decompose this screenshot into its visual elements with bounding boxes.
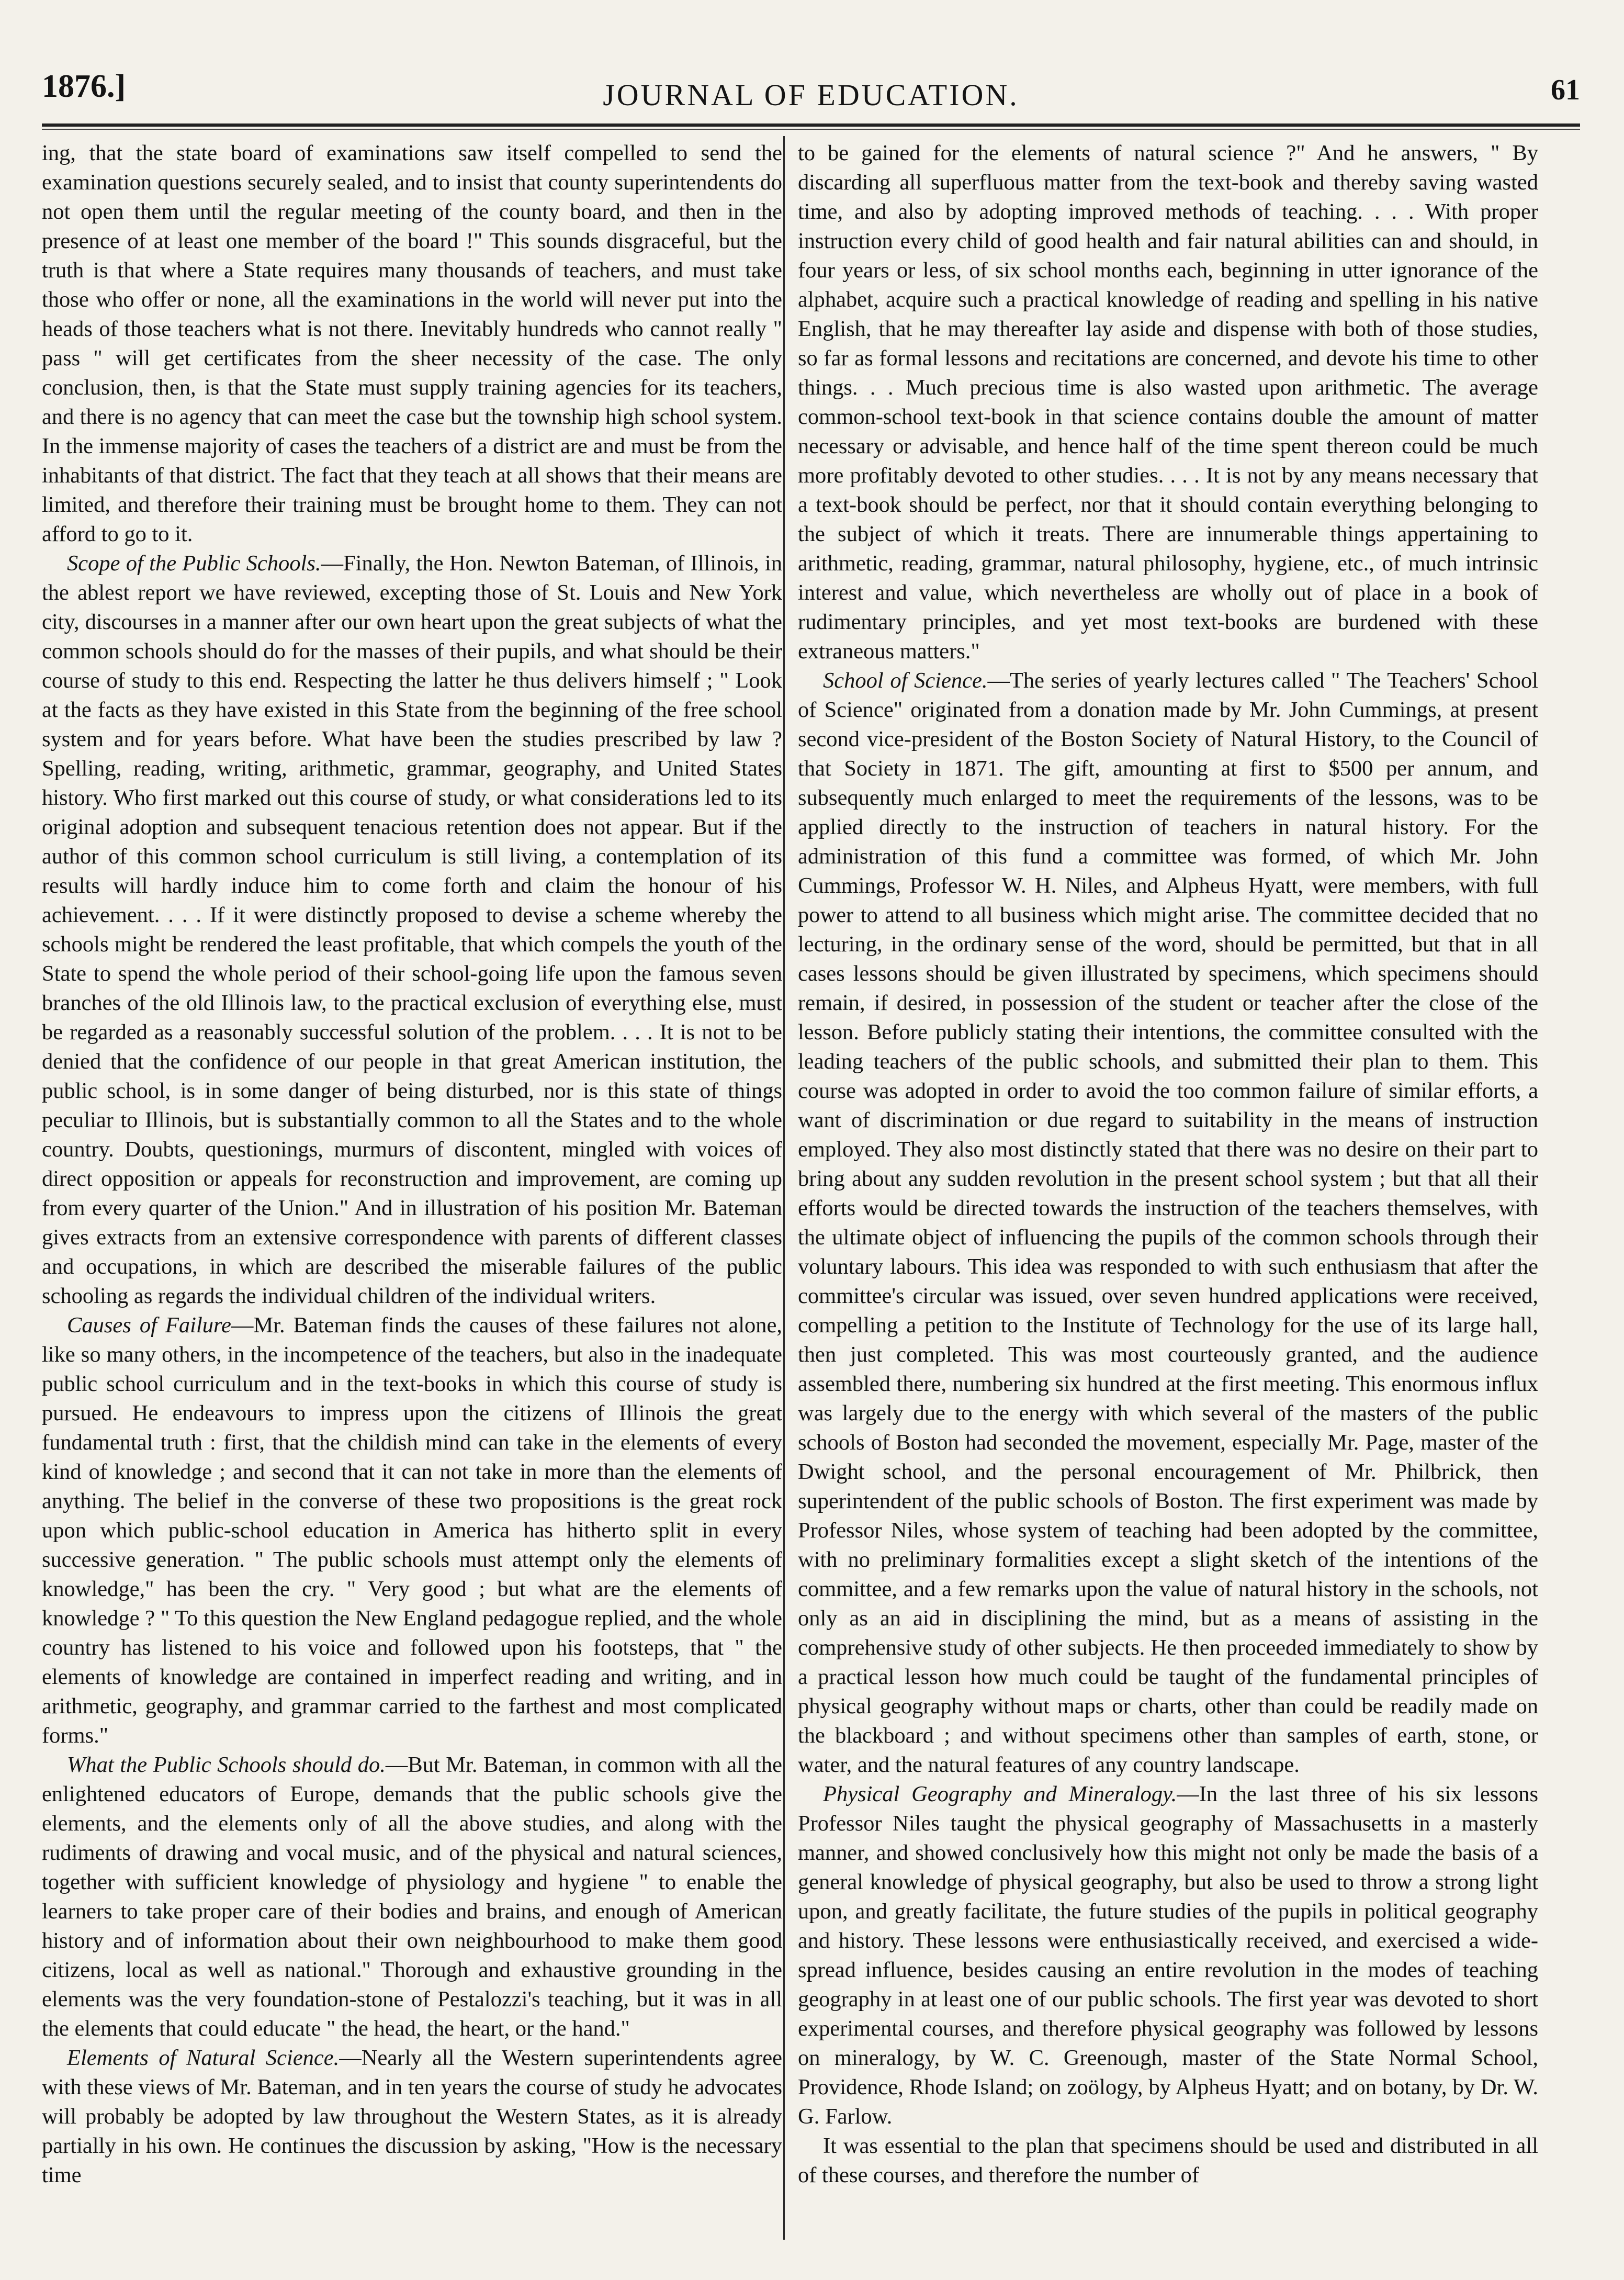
page-header [42,63,1580,120]
paragraph: School of Science.—The series of yearly lectures called " The Teachers' School of Science" originated from a donation made by Mr. John Cummings, at present second vice-president of the Boston Society of Natural History, to the Council of that Society in 1871. The gift, amounting at first to $500 per annum, and subsequently much enlarged to meet the requirements of the lessons, was to be applied directly to the instruction of teachers in natural history. For the administration of this fund a committee was formed, of which Mr. John Cummings, Professor W. H. Niles, and Alpheus Hyatt, were members, with full power to attend to all business which might arise. The committee decided that no lecturing, in the ordinary sense of the word, should be permitted, but that in all cases lessons should be given illustrated by specimens, which specimens should remain, if desired, in possession of the student or teacher after the close of the lesson. Before publicly stating their intentions, the committee consulted with the leading teachers of the public schools, and submitted their plan to them. This course was adopted in order to avoid the too common failure of similar efforts, a want of discrimination or due regard to suitability in the means of instruction employed. They also most distinctly stated that there was no desire on their part to bring about any sudden revolution in the present school system ; but that all their efforts would be directed towards the instruction of the teachers themselves, with the ultimate object of influencing the pupils of the common schools through their voluntary labours. This idea was responded to with such enthusiasm that after the committee's circular was issued, over seven hundred applications were received, compelling a petition to the Institute of Technology for the use of its large hall, then just completed. This was most courteously granted, and the audience assembled there, numbering six hundred at the first meeting. This enormous influx was largely due to the energy with which several of the masters of the public schools of Boston had seconded the movement, especially Mr. Page, master of the Dwight school, and the personal encouragement of Mr. Philbrick, then superintendent of the public schools of Boston. The first experiment was made by Professor Niles, whose system of teaching had been adopted by the committee, with no preliminary formalities except a slight sketch of the intentions of the committee, and a few remarks upon the value of natural history in the schools, not only as an aid in disciplining the mind, but as a means of assisting in the comprehensive study of other subjects. He then proceeded immediately to show by a practical lesson how much could be taught of the fundamental principles of physical geography without maps or charts, other than could be readily made on the blackboard ; and without specimens other than samples of earth, stone, or water, and the natural features of any country landscape. [798,668,1538,1777]
issue-date: 1876.] [42,69,126,104]
page-number: 61 [1551,74,1580,106]
section-heading: Physical Geography and Mineralogy. [823,1782,1177,1806]
section-heading: School of Science. [823,668,988,693]
paragraph: Elements of Natural Science.—Nearly all the Western superintendents agree with these views of Mr. Bateman, and in ten years the course of study he advocates will probably be adopted by law throughout the Western States, as it is already partially in his own. He continues the discussion by asking, "How is the necessary time [42,2046,782,2187]
header-rule [42,123,1580,127]
left-column [42,139,782,2232]
paragraph: to be gained for the elements of natural science ?" And he answers, " By discarding all superfluous matter from the text-book and thereby saving wasted time, and also by adopting improved methods of teaching. . . . With proper instruction every child of good health and fair natural abilities can and should, in four years or less, of six school months each, beginning in utter ignorance of the alphabet, acquire such a practical knowledge of reading and spelling in his native English, that he may thereafter lay aside and dispense with both of those studies, so far as formal lessons and recitations are concerned, and devote his time to other things. . . Much precious time is also wasted upon arithmetic. The average common-school text-book in that science contains double the amount of matter necessary or advisable, and hence half of the time spent thereon could be much more profitably devoted to other studies. . . . It is not by any means necessary that a text-book should be perfect, nor that it should contain everything belonging to the subject of which it treats. There are innumerable things appertaining to arithmetic, reading, grammar, natural philosophy, hygiene, etc., of much intrinsic interest and value, which nevertheless are wholly out of place in a book of rudimentary principles, and yet most text-books are burdened with these extraneous matters." [798,141,1538,664]
section-heading: What the Public Schools should do. [67,1753,386,1777]
paragraph: ing, that the state board of examinations saw itself compelled to send the examination questions securely sealed, and to insist that county superintendents do not open them until the regular meeting of the county board, and then in the presence of at least one member of the board !" This sounds disgraceful, but the truth is that where a State requires many thousands of teachers, and must take those who offer or none, all the examinations in the world will never put into the heads of those teachers what is not there. Inevitably hundreds who cannot really " pass " will get certificates from the sheer necessity of the case. The only conclusion, then, is that the State must supply training agencies for its teachers, and there is no agency that can meet the case but the township high school system. In the immense majority of cases the teachers of a district are and must be from the inhabitants of that district. The fact that they teach at all shows that their means are limited, and therefore their training must be brought home to them. They can not afford to go to it. [42,141,782,546]
right-column [798,139,1538,2232]
section-heading: Causes of Failure [67,1313,231,1338]
paragraph: What the Public Schools should do.—But Mr. Bateman, in common with all the enlightened educators of Europe, demands that the public schools give the elements, and the elements only of all the above studies, and along with the rudiments of drawing and vocal music, and of the physical and natural sciences, together with sufficient knowledge of physiology and hygiene " to enable the learners to take proper care of their bodies and brains, and enough of American history and of information about their own neighbourhood to make them good citizens, local as well as national." Thorough and exhaustive grounding in the elements was the very foundation-stone of Pestalozzi's teaching, but it was in all the elements that could educate " the head, the heart, or the hand." [42,1753,782,2041]
section-heading: Scope of the Public Schools. [67,551,321,576]
header-rule-thin [42,129,1580,130]
paragraph: It was essential to the plan that specimens should be used and distributed in all of these courses, and therefore the number of [798,2133,1538,2187]
journal-title: JOURNAL OF EDUCATION. [603,78,1019,112]
paragraph: Causes of Failure—Mr. Bateman finds the causes of these failures not alone, like so many others, in the incompetence of the teachers, but also in the inadequate public school curriculum and in the text-books in which this course of study is pursued. He endeavours to impress upon the citizens of Illinois the great fundamental truth : first, that the childish mind can take in the elements of every kind of knowledge ; and second that it can not take in more than the elements of anything. The belief in the converse of these two propositions is the great rock upon which public-school education in America has hitherto split in every successive generation. " The public schools must attempt only the elements of knowledge," has been the cry. " Very good ; but what are the elements of knowledge ? " To this question the New England pedagogue replied, and the whole country has listened to his voice and followed upon his footsteps, that " the elements of knowledge are contained in imperfect reading and writing, and in arithmetic, geography, and grammar carried to the farthest and most complicated forms." [42,1313,783,1748]
paragraph: Scope of the Public Schools.—Finally, the Hon. Newton Bateman, of Illinois, in the ablest report we have reviewed, excepting those of St. Louis and New York city, discourses in a manner after our own heart upon the great subjects of what the common schools should do for the masses of their pupils, and what should be their course of study to this end. Respecting the latter he thus delivers himself ; " Look at the facts as they have existed in this State from the beginning of the free school system and for years before. What have been the studies prescribed by law ? Spelling, reading, writing, arithmetic, grammar, geography, and United States history. Who first marked out this course of study, or what considerations led to its original adoption and subsequent tenacious retention does not appear. But if the author of this common school curriculum is still living, a contemplation of its results will hardly induce him to come forth and claim the honour of his achievement. . . . If it were distinctly proposed to devise a scheme whereby the schools might be rendered the least profitable, that which compels the youth of the State to spend the whole period of their school-going life upon the famous seven branches of the old Illinois law, to the practical exclusion of everything else, must be regarded as a reasonably successful solution of the problem. . . . It is not to be denied that the confidence of our people in that great American institution, the public school, is in some danger of being disturbed, nor is this state of things peculiar to Illinois, but is substantially common to all the States and to the whole country. Doubts, questionings, murmurs of discontent, mingled with voices of direct opposition or appeals for reconstruction and improvement, are coming up from every quarter of the Union." And in illustration of his position Mr. Bateman gives extracts from an extensive correspondence with parents of different classes and occupations, in which are described the miserable failures of the public schooling as regards the individual children of the individual writers. [42,551,782,1308]
paragraph: Physical Geography and Mineralogy.—In the last three of his six lessons Professor Niles taught the physical geography of Massachusetts in a masterly manner, and showed conclusively how this might not only be made the basis of a general knowledge of physical geography, but also be used to throw a strong light upon, and greatly facilitate, the future studies of the pupils in political geography and history. These lessons were enthusiastically received, and exercised a wide-spread influence, besides causing an entire revolution in the modes of teaching geography in at least one of our public schools. The first year was devoted to short experimental courses, and therefore physical geography was followed by lessons on mineralogy, by W. C. Greenough, master of the State Normal School, Providence, Rhode Island; on zoölogy, by Alpheus Hyatt; and on botany, by Dr. W. G. Farlow. [798,1782,1538,2129]
column-rule [783,136,785,2240]
section-heading: Elements of Natural Science. [67,2046,340,2070]
